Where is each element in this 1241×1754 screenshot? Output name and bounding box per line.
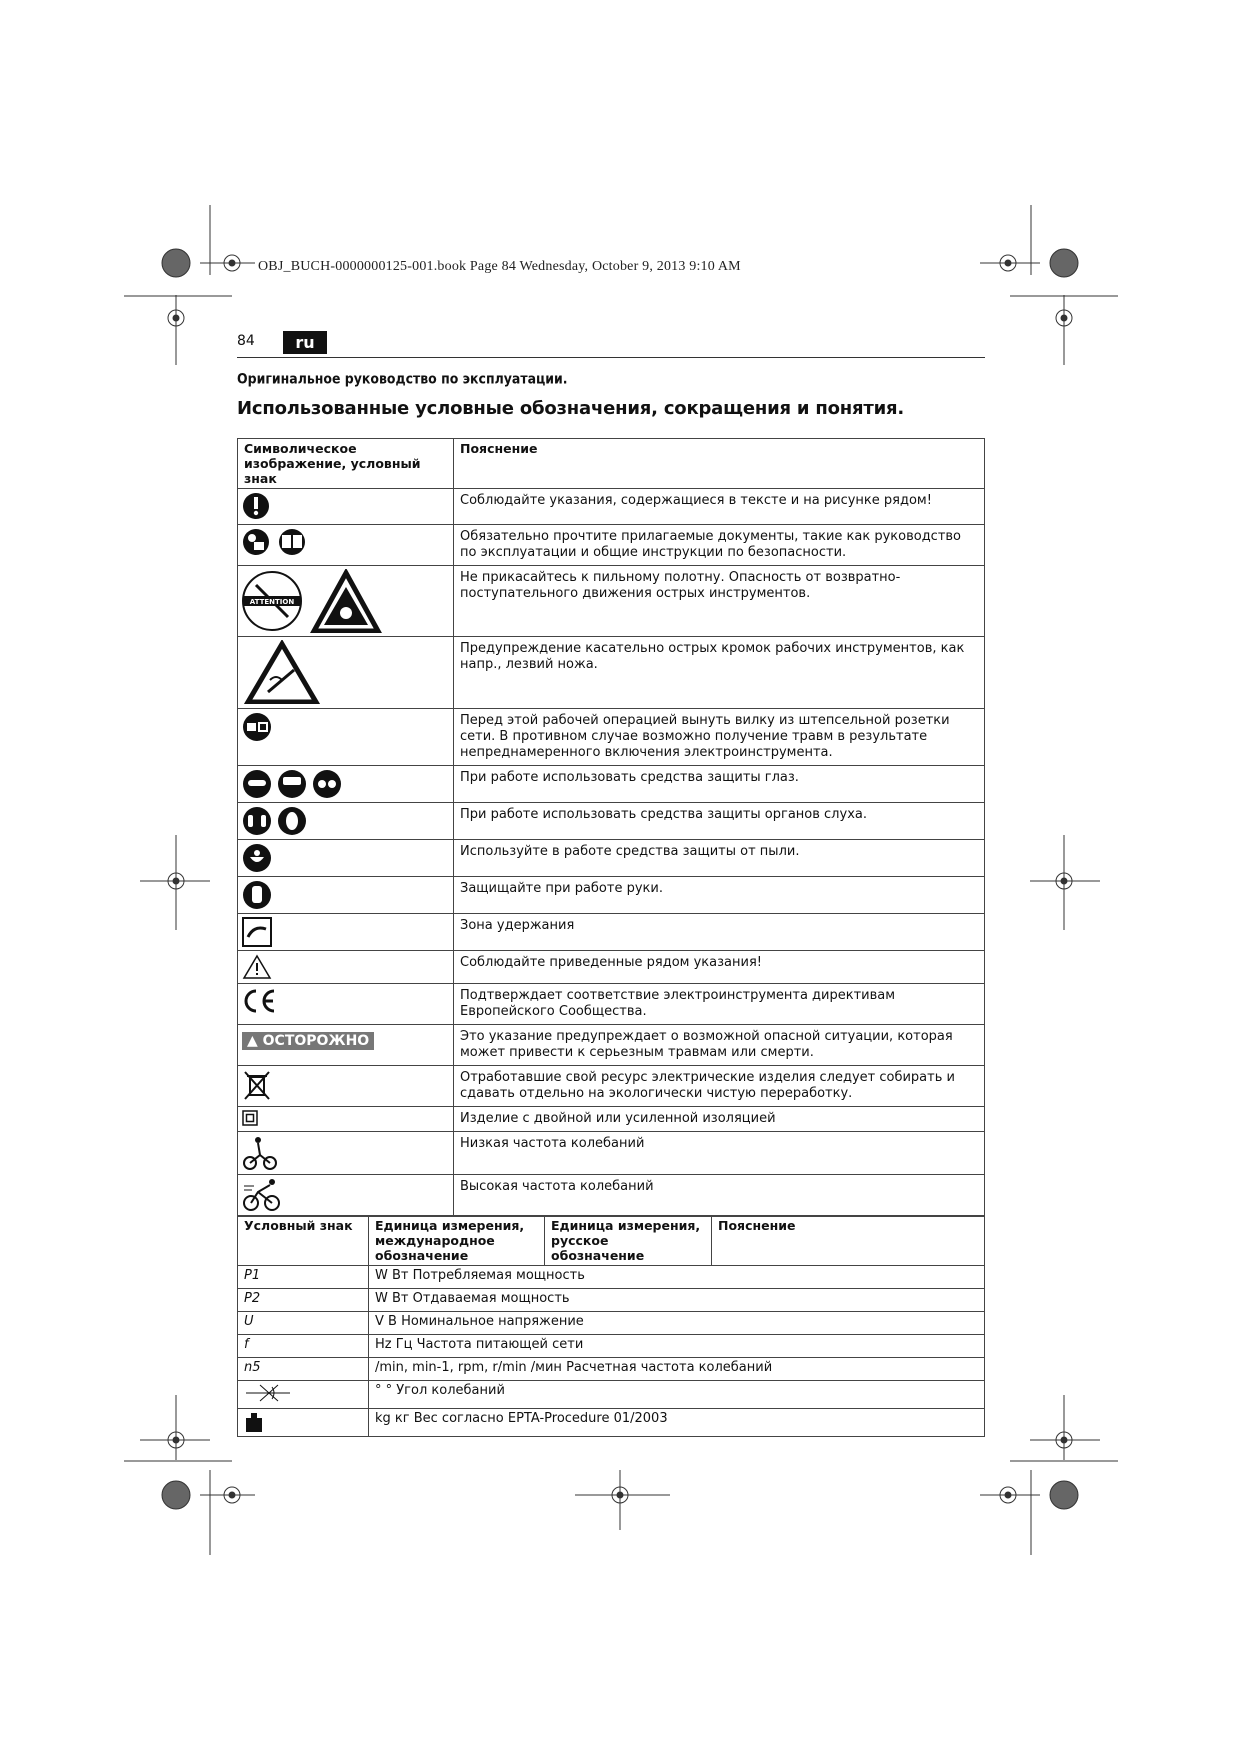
table-row — [238, 709, 985, 766]
column-header: Символическое изображение, условный знак — [238, 439, 454, 489]
unit-description: ° ° Угол колебаний — [369, 1381, 985, 1409]
unit-symbol: U — [244, 1314, 254, 1329]
read-manual-icon — [242, 528, 308, 556]
unit-description: W Вт Потребляемая мощность — [369, 1266, 985, 1289]
table-row — [238, 1107, 985, 1132]
row-explanation: Не прикасайтесь к пильному полотну. Опасность от возвратно-поступательного движения острых инструментов. — [454, 566, 985, 637]
high-speed-bike-icon — [242, 1178, 282, 1212]
caution-badge-icon: ▲ ОСТОРОЖНО — [242, 1032, 374, 1050]
row-explanation: Зона удержания — [454, 914, 985, 951]
table-row — [238, 1175, 985, 1217]
angle-icon — [244, 1383, 292, 1403]
page-number: 84 — [237, 333, 255, 349]
document-subtitle: Оригинальное руководство по эксплуатации. — [237, 370, 568, 387]
weight-icon — [244, 1411, 264, 1433]
table-row — [238, 1066, 985, 1107]
table-row — [238, 1335, 985, 1358]
column-header: Пояснение — [712, 1216, 985, 1266]
table-row — [238, 1132, 985, 1175]
table-row — [238, 525, 985, 566]
double-insulation-icon — [242, 1110, 258, 1126]
table-row — [238, 1312, 985, 1335]
row-explanation: Соблюдайте указания, содержащиеся в тексте и на рисунке рядом! — [454, 489, 985, 525]
table-header-row — [238, 439, 985, 489]
book-header: OBJ_BUCH-0000000125-001.book Page 84 Wednesday, October 9, 2013 9:10 AM — [258, 259, 741, 274]
row-explanation: Подтверждает соответствие электроинструмента директивам Европейского Сообщества. — [454, 984, 985, 1025]
unit-description: /min, min-1, rpm, r/min /мин Расчетная частота колебаний — [369, 1358, 985, 1381]
unit-symbol: f — [244, 1337, 249, 1352]
table-row — [238, 1266, 985, 1289]
gloves-icon — [242, 880, 272, 910]
header-rule — [237, 357, 985, 358]
eye-protection-icon — [242, 769, 342, 799]
table-row — [238, 877, 985, 914]
column-header: Пояснение — [454, 439, 985, 489]
unit-symbol: P1 — [244, 1268, 261, 1283]
table-row — [238, 1409, 985, 1437]
unplug-icon — [242, 712, 272, 742]
row-explanation: При работе использовать средства защиты глаз. — [454, 766, 985, 803]
row-explanation: Перед этой рабочей операцией вынуть вилку из штепсельной розетки сети. В противном случае возможно получение травм в результате непреднамеренного включения электроинструмента. — [454, 709, 985, 766]
row-explanation: Защищайте при работе руки. — [454, 877, 985, 914]
table-row — [238, 914, 985, 951]
table-row — [238, 803, 985, 840]
sharp-edge-warning-icon — [244, 640, 324, 704]
table-row — [238, 1358, 985, 1381]
column-header: Условный знак — [238, 1216, 369, 1266]
table-row — [238, 1289, 985, 1312]
table-row — [238, 489, 985, 525]
section-title: Использованные условные обозначения, сокращения и понятия. — [237, 398, 905, 419]
exclamation-icon — [242, 492, 270, 520]
units-table — [237, 1215, 985, 1437]
table-row — [238, 840, 985, 877]
ce-mark-icon — [242, 987, 276, 1015]
table-row — [238, 766, 985, 803]
table-row — [238, 566, 985, 637]
table-row — [238, 951, 985, 984]
dust-mask-icon — [242, 843, 272, 873]
ear-protection-icon — [242, 806, 308, 836]
unit-symbol: n5 — [244, 1360, 261, 1375]
table-row — [238, 984, 985, 1025]
row-explanation: При работе использовать средства защиты органов слуха. — [454, 803, 985, 840]
unit-description: V В Номинальное напряжение — [369, 1312, 985, 1335]
unit-description: W Вт Отдаваемая мощность — [369, 1289, 985, 1312]
row-explanation: Изделие с двойной или усиленной изоляцией — [454, 1107, 985, 1132]
row-explanation: Соблюдайте приведенные рядом указания! — [454, 951, 985, 984]
row-explanation: Предупреждение касательно острых кромок рабочих инструментов, как напр., лезвий ножа. — [454, 637, 985, 709]
row-explanation: Обязательно прочтите прилагаемые документы, такие как руководство по эксплуатации и общие инструкции по безопасности. — [454, 525, 985, 566]
grip-zone-icon — [242, 917, 272, 947]
language-badge: ru — [283, 331, 327, 354]
table-header-row — [238, 1216, 985, 1266]
row-explanation: Используйте в работе средства защиты от пыли. — [454, 840, 985, 877]
warning-triangle-icon — [242, 954, 272, 980]
saw-blade-warning-icon — [242, 569, 382, 633]
attention-label: ATTENTION — [249, 598, 295, 606]
row-explanation: Это указание предупреждает о возможной опасной ситуации, которая может привести к серьезным травмам или смерти. — [454, 1025, 985, 1066]
unit-description: Hz Гц Частота питающей сети — [369, 1335, 985, 1358]
table-row — [238, 637, 985, 709]
table-row — [238, 1381, 985, 1409]
crossed-bin-icon — [242, 1069, 272, 1101]
unit-symbol: P2 — [244, 1291, 261, 1306]
row-explanation: Высокая частота колебаний — [454, 1175, 985, 1217]
column-header: Единица измерения, русское обозначение — [545, 1216, 712, 1266]
caution-label: ОСТОРОЖНО — [262, 1033, 370, 1049]
row-explanation: Низкая частота колебаний — [454, 1132, 985, 1175]
unit-description: kg кг Вес согласно EPTA-Procedure 01/2003 — [369, 1409, 985, 1437]
column-header: Единица измерения, международное обозначение — [369, 1216, 545, 1266]
table-row — [238, 1025, 985, 1066]
symbols-table — [237, 438, 985, 1217]
row-explanation: Отработавшие свой ресурс электрические изделия следует собирать и сдавать отдельно на экологически чистую переработку. — [454, 1066, 985, 1107]
low-speed-bike-icon — [242, 1135, 278, 1171]
